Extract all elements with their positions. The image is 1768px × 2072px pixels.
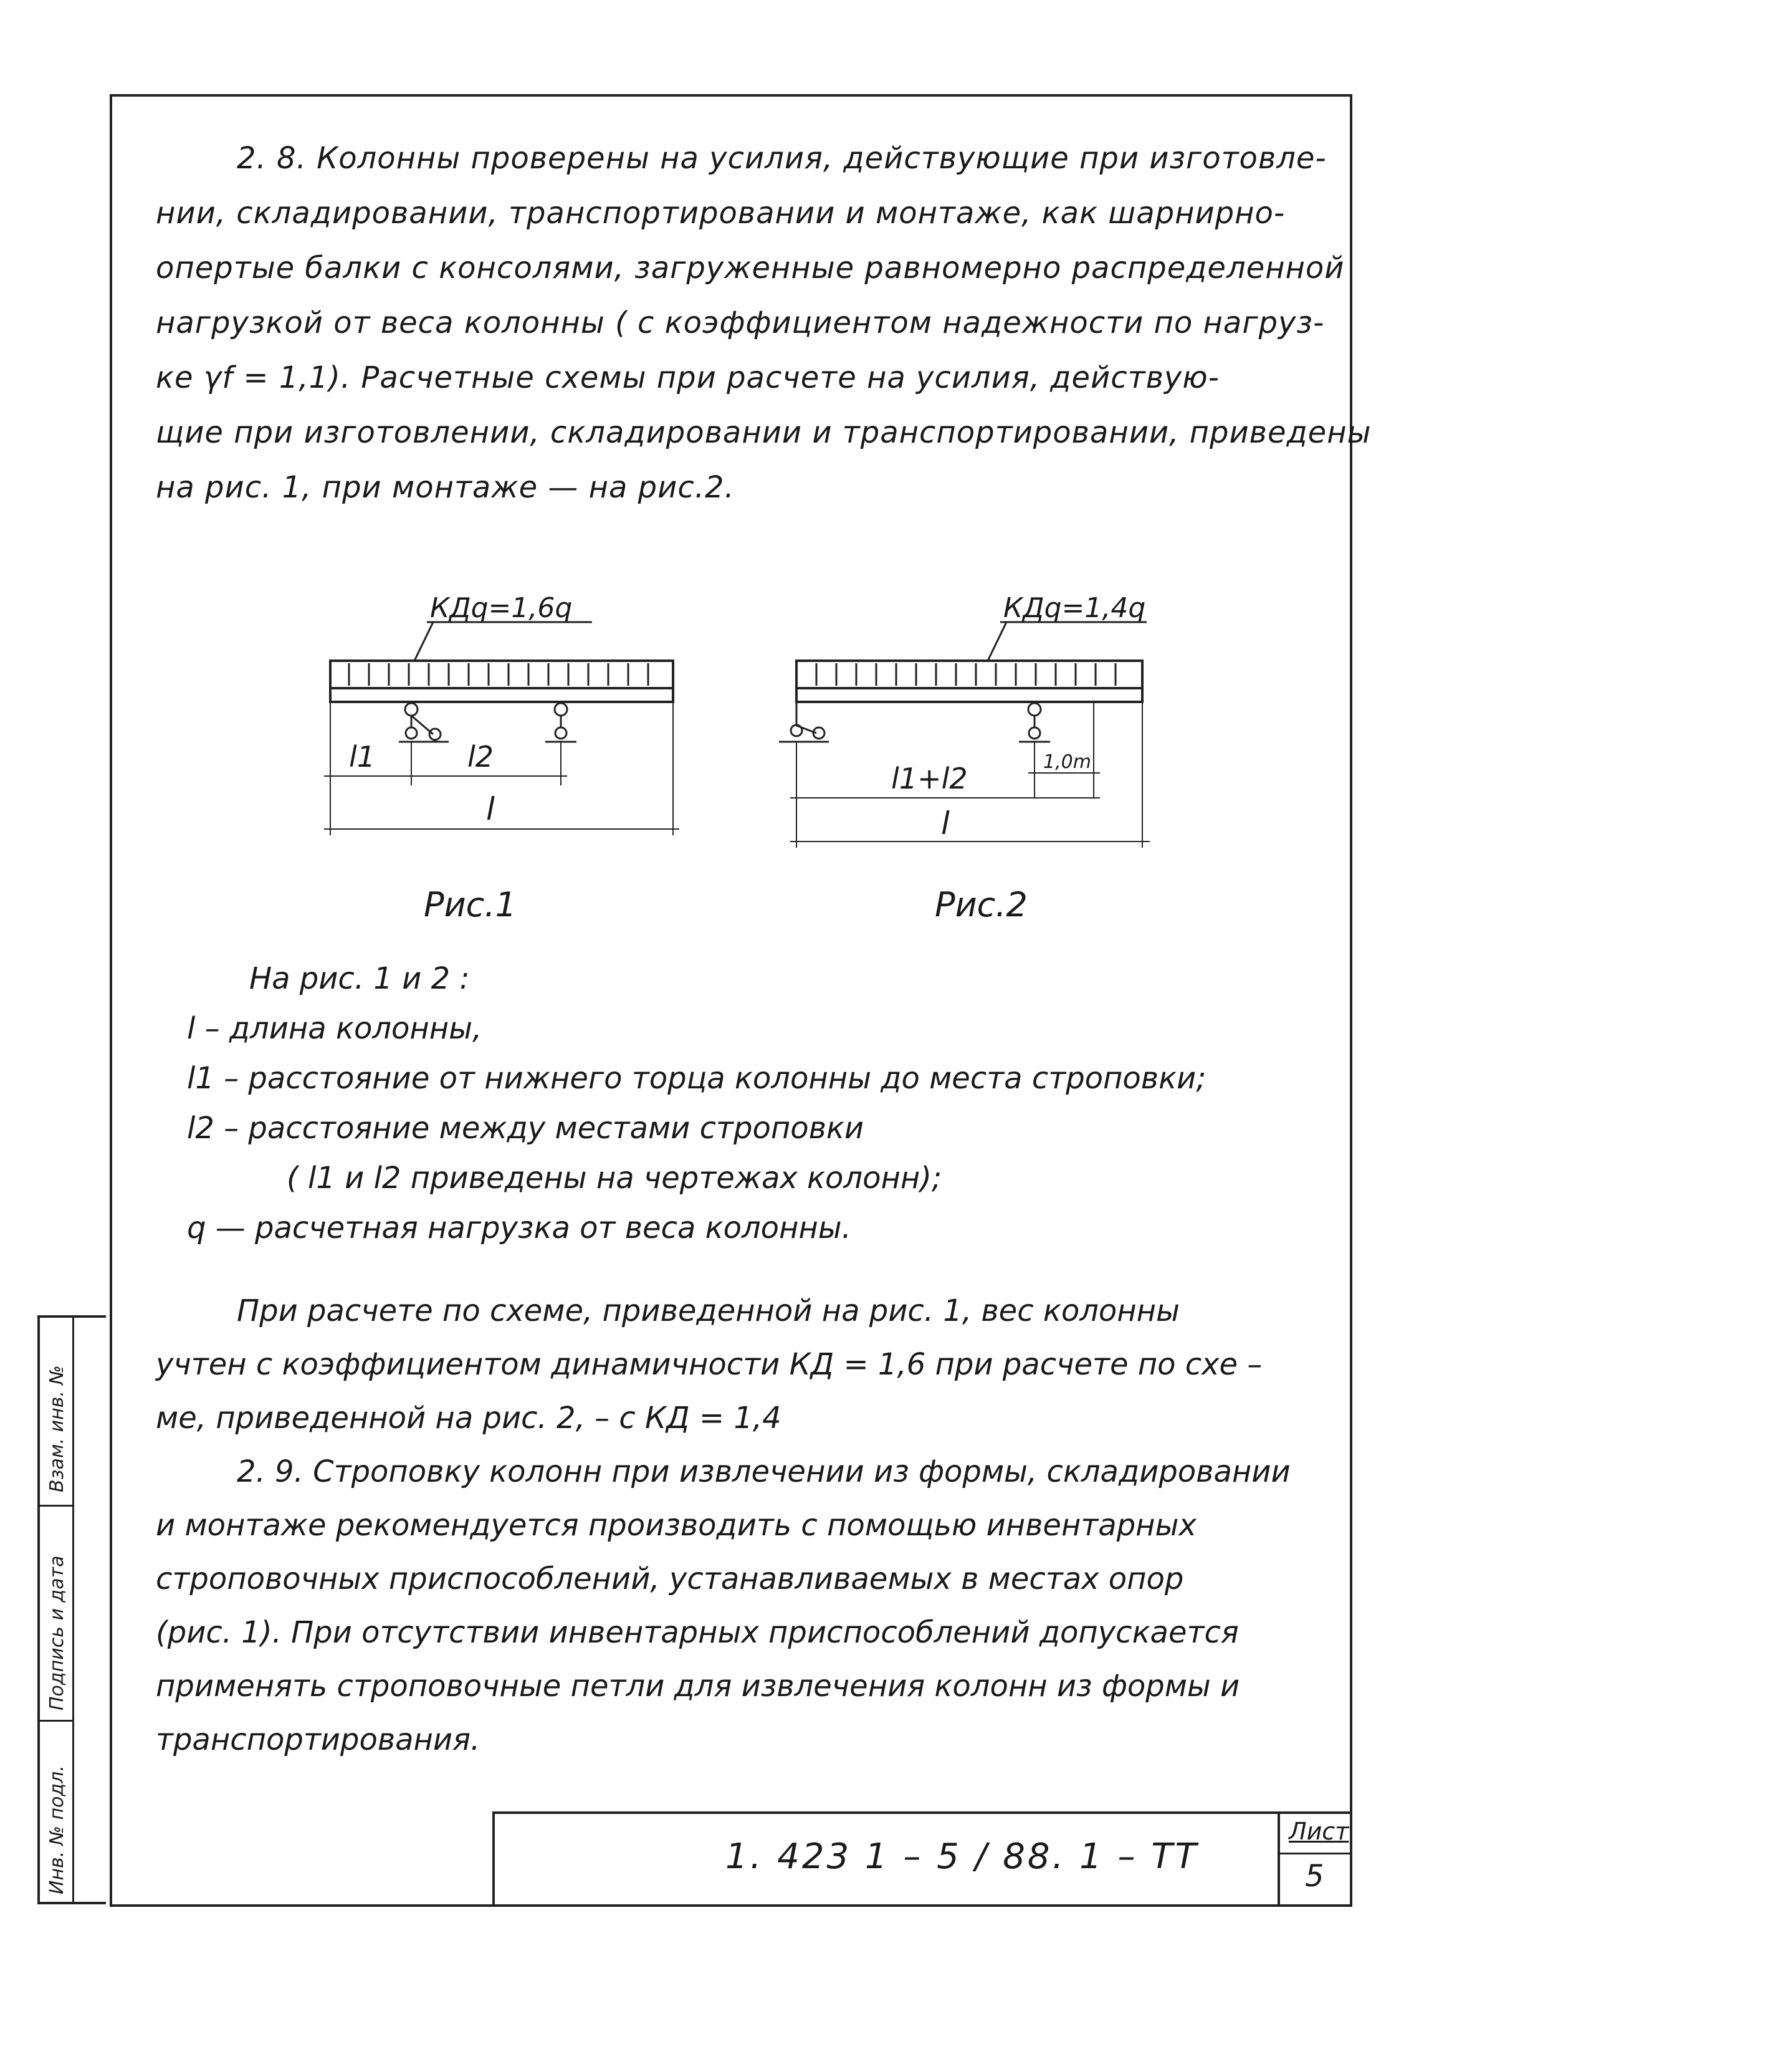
fig1-l-label: l <box>486 791 495 827</box>
text-line: и монтаже рекомендуется производить с помощью инвентарных <box>156 1508 1197 1543</box>
title-block <box>492 1811 1352 1907</box>
stamp-cell-signature <box>40 1505 72 1722</box>
legend-l1: l1 – расстояние от нижнего торца колонны до места строповки; <box>187 1061 1207 1096</box>
stamp-label-replace: Взам. инв. № <box>46 1365 68 1492</box>
legend-l2: l2 – расстояние между местами строповки <box>187 1111 864 1146</box>
fig2-load-label: КДq=1,4q <box>1003 592 1146 624</box>
fig1-caption: Рис.1 <box>424 885 517 924</box>
text-line: строповочных приспособлений, устанавливаемых в местах опор <box>156 1561 1184 1596</box>
text-line: транспортирования. <box>156 1722 480 1757</box>
text-line: нии, складировании, транспортировании и монтаже, как шарнирно- <box>156 196 1286 231</box>
stamp-label-signature: Подпись и дата <box>46 1555 68 1710</box>
legend-l-note: ( l1 и l2 приведены на чертежах колонн); <box>287 1161 942 1196</box>
text-line: применять строповочные петли для извлечения колонн из формы и <box>156 1669 1240 1704</box>
fig2-l-label: l <box>941 805 950 842</box>
fig2-l1l2-label: l1+l2 <box>891 762 968 795</box>
text-line: 2. 9. Строповку колонн при извлечении из формы, складировании <box>237 1454 1291 1489</box>
fig1-l2-label: l2 <box>467 740 494 774</box>
side-stamp <box>37 1315 106 1904</box>
legend <box>187 954 1309 1253</box>
text-line: ме, приведенной на рис. 2, – с КД = 1,4 <box>156 1401 781 1436</box>
stamp-label-inventory: Инв. № подл. <box>46 1765 68 1894</box>
text-line: нагрузкой от веса колонны ( с коэффициентом надежности по нагруз- <box>156 305 1325 340</box>
text-line: При расчете по схеме, приведенной на рис. 1, вес колонны <box>237 1293 1180 1328</box>
text-line: ке γf = 1,1). Расчетные схемы при расчете на усилия, действую- <box>156 360 1220 395</box>
legend-l: l – длина колонны, <box>187 1011 482 1046</box>
legend-head: На рис. 1 и 2 : <box>249 961 470 996</box>
text-line: 2. 8. Колонны проверены на усилия, действующие при изготовле- <box>237 141 1327 176</box>
legend-q: q — расчетная нагрузка от веса колонны. <box>187 1211 851 1245</box>
text-line: учтен с коэффициентом динамичности КД = 1,6 при расчете по схе – <box>156 1347 1263 1382</box>
text-line: на рис. 1, при монтаже — на рис.2. <box>156 470 735 505</box>
fig1-load-label: КДq=1,6q <box>430 592 573 624</box>
fig1-l1-label: l1 <box>349 740 376 774</box>
sheet-number: 5 <box>1305 1859 1324 1894</box>
figure-2-scheme <box>767 586 1165 866</box>
figure-1-scheme <box>299 586 698 866</box>
text-line: опертые балки с консолями, загруженные равномерно распределенной <box>156 251 1345 285</box>
stamp-cell-replace <box>40 1318 72 1507</box>
text-line: щие при изготовлении, складировании и транспортировании, приведены <box>156 415 1372 450</box>
text-line: (рис. 1). При отсутствии инвентарных приспособлений допускается <box>156 1615 1239 1650</box>
paragraph-2-8 <box>156 131 1372 515</box>
fig2-offset-label: 1,0m <box>1043 751 1091 773</box>
fig2-caption: Рис.2 <box>935 885 1028 924</box>
stamp-cell-inventory <box>40 1720 72 1904</box>
sheet-divider <box>1280 1853 1352 1854</box>
paragraph-calc-and-2-9 <box>156 1284 1327 1767</box>
sheet-label: Лист <box>1289 1818 1349 1845</box>
sheet-box <box>1278 1814 1352 1907</box>
document-code: 1. 423 1 – 5 / 88. 1 – ТТ <box>725 1836 1199 1877</box>
